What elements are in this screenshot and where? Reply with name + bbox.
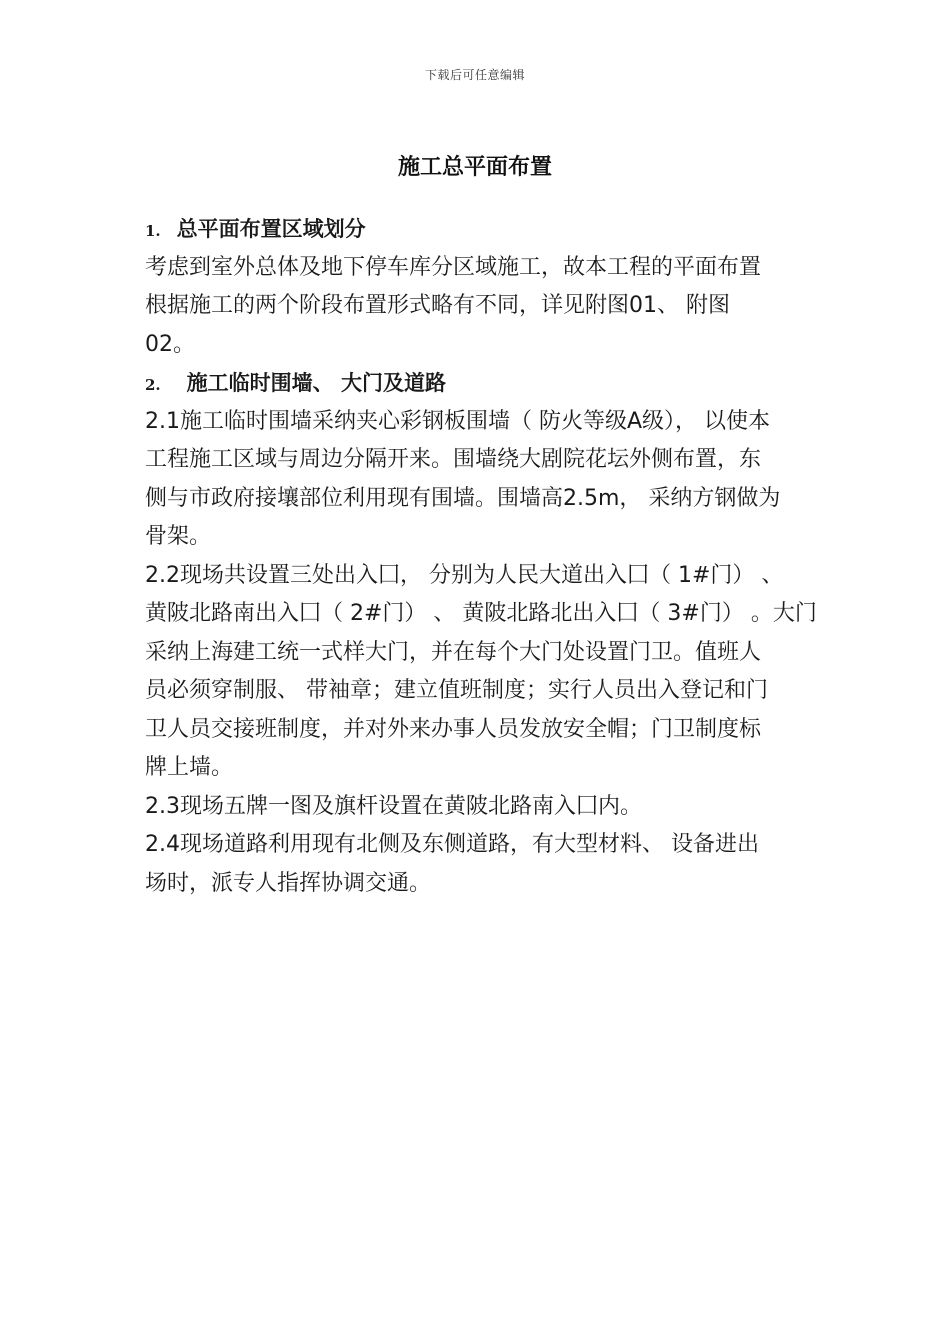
paragraph-line: 工程施工区域与周边分隔开来。围墙绕大剧院花坛外侧布置，东 (145, 447, 762, 472)
section-heading-2 (145, 364, 810, 403)
section-number: 2. (145, 376, 161, 394)
document-body (145, 210, 817, 903)
paragraph-line: 卫人员交接班制度，并对外来办事人员发放安全帽；门卫制度标 (145, 716, 762, 742)
paragraph-line: 采纳上海建工统一式样大门，并在每个大门处设置门卫。值班人 (145, 639, 762, 665)
paragraph-line: 根据施工的两个阶段布置形式略有不同，详见附图01、 附图 (145, 293, 730, 318)
paragraph-line: 黄陂北路南出入囗（ 2#门） 、 黄陂北路北出入囗（ 3#门） 。大门 (145, 601, 817, 626)
paragraph-line: 2.2现场共设置三处出入囗， 分别为人民大道出入囗（ 1#门） 、 (145, 562, 784, 588)
paragraph-line: 2.4现场道路利用现有北侧及东侧道路，有大型材料、 设备进出 (145, 832, 759, 857)
paragraph-line: 牌上墙。 (145, 755, 234, 780)
paragraph-line: 2.1施工临时围墙采纳夹心彩钢板围墙（ 防火等级A级）， 以使本 (145, 408, 771, 434)
paragraph-line: 侧与市政府接壤部位利用现有围墙。围墙高2.5m， 采纳方钢做为 (145, 485, 781, 511)
section-number: 1. (145, 222, 161, 240)
document-title: 施工总平面布置 (397, 155, 552, 180)
paragraph-line: 员必须穿制服、 带袖章；建立值班制度；实行人员出入登记和门 (145, 678, 768, 703)
paragraph-line: 场时，派专人指挥协调交通。 (145, 870, 432, 896)
header-note: 下载后可任意编辑 (424, 68, 525, 82)
paragraph-line: 02。 (145, 331, 195, 357)
section-heading-1 (145, 210, 810, 249)
section-heading-text: 施工临时围墙、 大门及道路 (186, 371, 446, 395)
section-heading-text: 总平面布置区域划分 (176, 217, 366, 241)
paragraph-line: 2.3现场五牌一图及旗杆设置在黄陂北路南入囗内。 (145, 793, 642, 819)
paragraph-line: 考虑到室外总体及地下停车库分区域施工，故本工程的平面布置 (145, 254, 762, 280)
paragraph-line: 骨架。 (145, 524, 212, 549)
